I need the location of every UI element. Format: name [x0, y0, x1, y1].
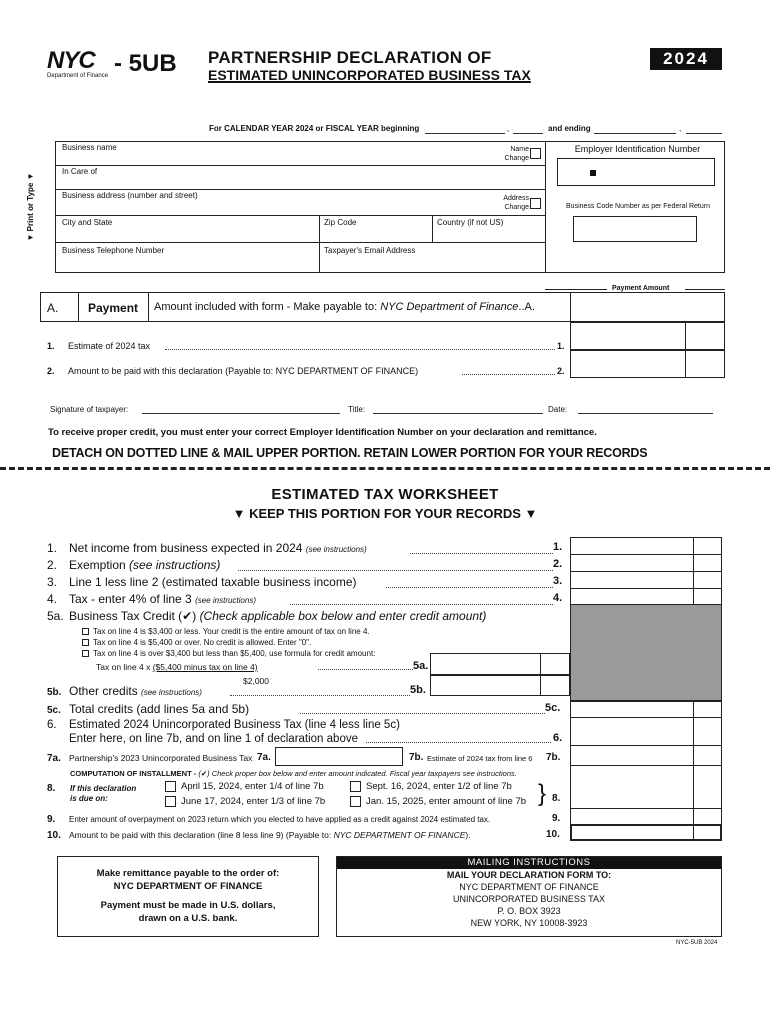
credit-formula [96, 662, 258, 672]
ws-line4 [47, 592, 256, 606]
line2-end: 2. [557, 366, 565, 376]
shaded-area [570, 604, 722, 701]
in-care-of-label: In Care of [62, 167, 98, 176]
address-change-label [495, 194, 529, 212]
fiscal-end-input[interactable] [594, 124, 676, 134]
bcn-input[interactable] [573, 216, 697, 242]
ws-line8-due-text: is due on: [70, 794, 108, 803]
computation-note: (✔) Check proper box below and enter amount indicated. Fiscal year taxpayers see instructions. [198, 769, 517, 778]
ws-line5c-end: 5c. [545, 702, 561, 714]
credit-option-1-checkbox[interactable] [82, 628, 89, 635]
installment-sept-checkbox[interactable] [350, 781, 361, 792]
ws-line10-text: Amount to be paid with this declaration (line 8 less line 9) (Payable to: [69, 830, 332, 840]
ein-label: Employer Identification Number [574, 144, 701, 154]
fiscal-begin-input[interactable] [425, 124, 505, 134]
name-change-l1: Name [510, 146, 529, 153]
detach-instructions: DETACH ON DOTTED LINE & MAIL UPPER PORTION. RETAIN LOWER PORTION FOR YOUR RECORDS [52, 446, 648, 460]
ws-line9-end: 9. [552, 813, 561, 824]
remittance-line2: NYC DEPARTMENT OF FINANCE [113, 881, 263, 892]
ws-line5c [47, 702, 249, 716]
down-arrow-icon: ▼ [232, 506, 246, 521]
credit-option-2-text: Tax on line 4 is $5,400 or over. No credit is allowed. Enter "0". [93, 638, 312, 647]
business-address-label: Business address (number and street) [62, 191, 198, 200]
ws-line5a-note: (Check applicable box below and enter credit amount) [199, 609, 487, 623]
logo-text: NYC [47, 47, 95, 74]
address-change-l1: Address [503, 195, 529, 202]
ws-line4-end: 4. [553, 592, 563, 604]
payment-payee: NYC Department of Finance [380, 301, 519, 313]
title-label: Title: [348, 405, 366, 414]
line1-num: 1. [47, 341, 55, 351]
line1-end: 1. [557, 341, 565, 351]
formula-denominator: $2,000 [243, 676, 269, 686]
form-title-line2: ESTIMATED UNINCORPORATED BUSINESS TAX [208, 67, 531, 83]
ws-line3-num: 3. [47, 575, 58, 589]
title-input[interactable] [373, 404, 543, 414]
computation-header [70, 769, 517, 778]
ein-dash [590, 170, 596, 176]
ein-notice: To receive proper credit, you must enter your correct Employer Identification Number on your declaration and remittance. [48, 427, 597, 438]
mailing-line3: UNINCORPORATED BUSINESS TAX [452, 894, 606, 904]
mailing-line1: MAIL YOUR DECLARATION FORM TO: [446, 870, 612, 880]
ws-line5a [47, 609, 486, 623]
installment-jan [350, 796, 526, 807]
form-title-line1: PARTNERSHIP DECLARATION OF [208, 48, 492, 67]
date-input[interactable] [578, 404, 713, 414]
payment-amount-header: Payment Amount [612, 285, 670, 292]
nyc-logo [47, 47, 117, 80]
ws-line10-end: 10. [546, 829, 560, 840]
payment-label: Payment [88, 301, 139, 315]
ws-line5b [47, 684, 202, 698]
mailing-instructions-box [336, 856, 722, 937]
remittance-line3: Payment must be made in U.S. dollars, [100, 900, 276, 911]
credit-option-1 [82, 627, 370, 636]
fiscal-begin-year-input[interactable] [513, 124, 543, 134]
installment-jan-text: Jan. 15, 2025, enter amount of line 7b [366, 796, 527, 808]
payment-amount-input[interactable] [570, 292, 725, 322]
ws-line9-text: Enter amount of overpayment on 2023 return which you elected to have applied as a credit against 2024 estimated tax. [69, 815, 491, 824]
mailing-header: MAILING INSTRUCTIONS [337, 857, 721, 869]
logo-sub: Department of Finance [47, 73, 109, 79]
installment-april-text: April 15, 2024, enter 1/4 of line 7b [181, 781, 324, 793]
city-state-label: City and State [62, 218, 113, 227]
footer-form-id: NYC-5UB 2024 [676, 940, 718, 946]
ws-line1-num: 1. [47, 541, 58, 555]
line5b-amount-input[interactable] [430, 675, 570, 696]
ws-line5b-num: 5b. [47, 687, 62, 698]
ws-line7a [47, 753, 252, 764]
ein-input[interactable] [557, 158, 715, 186]
ws-line5a-num: 5a. [47, 609, 64, 623]
ws-line7b-label: Estimate of 2024 tax from line 6 [427, 754, 533, 763]
ws-line7b-num: 7b. [409, 752, 424, 763]
ws-line5a-end: 5a. [413, 660, 429, 672]
worksheet-subtitle [0, 506, 770, 521]
ws-line10-payee: NYC DEPARTMENT OF FINANCE [333, 830, 466, 840]
phone-label: Business Telephone Number [62, 246, 165, 255]
ws-line5a-text: Business Tax Credit (✔) [69, 609, 197, 623]
period-comma1: , [507, 124, 510, 133]
line1-amount-input[interactable] [570, 322, 725, 350]
name-change-label [495, 145, 529, 163]
tax-year: 2024 [650, 48, 722, 70]
business-name-label: Business name [62, 143, 117, 152]
print-or-type-label: ▼ Print or Type ▼ [26, 172, 35, 242]
bracket-icon: } [538, 780, 547, 807]
line7a-amount-input[interactable] [275, 747, 403, 766]
ws-line1 [47, 541, 367, 555]
ws-line1-note: (see instructions) [305, 545, 367, 554]
ws-line2 [47, 558, 220, 572]
email-label: Taxpayer's Email Address [324, 246, 416, 255]
installment-april [165, 781, 324, 792]
installment-sept-text: Sept. 16, 2024, enter 1/2 of line 7b [366, 781, 512, 793]
payment-letter: A. [47, 301, 59, 315]
ws-line9 [47, 814, 490, 825]
ws-line7b-end: 7b. [546, 752, 561, 763]
worksheet-subtitle-text: KEEP THIS PORTION FOR YOUR RECORDS [249, 506, 521, 521]
period-comma2: , [679, 124, 682, 133]
mailing-line4: P. O. BOX 3923 [497, 906, 561, 916]
zip-label: Zip Code [324, 218, 357, 227]
ws-line4-text: Tax - enter 4% of line 3 [69, 592, 192, 606]
payment-suffix: ..A. [518, 301, 535, 313]
ws-line8-end: 8. [552, 793, 561, 804]
ws-line8-if-text: If this declaration [70, 784, 137, 793]
ws-line2-text: Exemption [69, 558, 126, 572]
signature-input[interactable] [142, 404, 340, 414]
mailing-line5: NEW YORK, NY 10008-3923 [470, 918, 588, 928]
computation-title: COMPUTATION OF INSTALLMENT - [70, 769, 197, 778]
line5a-amount-input[interactable] [430, 653, 570, 675]
ws-line3-end: 3. [553, 575, 563, 587]
ws-line5b-end: 5b. [410, 684, 426, 696]
credit-option-2-checkbox[interactable] [82, 639, 89, 646]
payment-text-main: Amount included with form - Make payable to: [154, 301, 378, 313]
ws-line10-num: 10. [47, 830, 61, 841]
bcn-label: Business Code Number as per Federal Return [566, 203, 710, 210]
line10-amount-input[interactable] [570, 824, 722, 841]
ws-line2-note: (see instructions) [129, 558, 221, 572]
detach-line [0, 467, 770, 470]
down-arrow-icon: ▼ [524, 506, 538, 521]
payment-text [154, 301, 535, 313]
remittance-line4: drawn on a U.S. bank. [138, 913, 238, 924]
ws-line10: 10. Amount to be paid with this declaration (line 8 less line 9) (Payable to: NYC DEPARTMENT OF FINANCE). [47, 830, 471, 841]
ws-line6-end: 6. [553, 732, 563, 744]
credit-option-3 [82, 649, 375, 658]
ws-line7a-num: 7a. [47, 753, 61, 764]
formula-numerator: ($5,400 minus tax on line 4) [152, 662, 258, 672]
ws-line5b-note: (see instructions) [141, 688, 202, 697]
ws-line3-text: Line 1 less line 2 (estimated taxable business income) [69, 575, 357, 589]
installment-june-text: June 17, 2024, enter 1/3 of line 7b [181, 796, 326, 808]
worksheet-title: ESTIMATED TAX WORKSHEET [271, 486, 499, 503]
ws-line8-num: 8. [47, 783, 56, 794]
ws-line6 [47, 718, 400, 746]
mailing-line2: NYC DEPARTMENT OF FINANCE [459, 882, 599, 892]
ws-line1-text: Net income from business expected in 2024 [69, 541, 303, 555]
line1-text: Estimate of 2024 tax [68, 341, 151, 351]
ws-line6-text2: Enter here, on line 7b, and on line 1 of declaration above [69, 733, 358, 745]
period-and-ending: and ending [548, 124, 591, 133]
ws-line4-note: (see instructions) [195, 596, 256, 605]
ws-line1-end: 1. [553, 541, 563, 553]
formula-prefix: Tax on line 4 x [96, 662, 151, 672]
credit-option-1-text: Tax on line 4 is $3,400 or less. Your credit is the entire amount of tax on line 4. [93, 627, 370, 636]
line2-amount-input[interactable] [570, 350, 725, 378]
form-code: - 5UB [114, 50, 177, 77]
remittance-box [57, 856, 319, 937]
ws-line7a-text: Partnership's 2023 Unincorporated Business Tax [69, 753, 253, 763]
name-change-l2: Change [504, 155, 529, 162]
installment-june [165, 796, 325, 807]
ws-line6-num: 6. [47, 719, 57, 731]
line2-num: 2. [47, 366, 55, 376]
country-label: Country (if not US) [437, 218, 504, 227]
fiscal-end-year-input[interactable] [686, 124, 722, 134]
installment-april-checkbox[interactable] [165, 781, 176, 792]
installment-june-checkbox[interactable] [165, 796, 176, 807]
credit-option-3-checkbox[interactable] [82, 650, 89, 657]
installment-sept [350, 781, 512, 792]
date-label: Date: [548, 405, 568, 414]
ws-line7a-end: 7a. [257, 752, 271, 763]
period-label: For CALENDAR YEAR 2024 or FISCAL YEAR beginning [209, 124, 420, 133]
address-change-checkbox[interactable] [530, 198, 541, 209]
ws-line4-num: 4. [47, 592, 58, 606]
ws-line3 [47, 575, 356, 589]
ws-line5c-text: Total credits (add lines 5a and 5b) [69, 702, 250, 716]
credit-option-2 [82, 638, 311, 647]
installment-jan-checkbox[interactable] [350, 796, 361, 807]
ws-line8-if [70, 784, 136, 804]
ws-line6-text: Estimated 2024 Unincorporated Business Tax (line 4 less line 5c) [69, 719, 400, 731]
ws-line2-num: 2. [47, 558, 58, 572]
ws-line5b-text: Other credits [69, 684, 138, 698]
remittance-line1: Make remittance payable to the order of: [96, 868, 280, 879]
signature-label: Signature of taxpayer: [50, 405, 129, 414]
address-change-l2: Change [504, 204, 529, 211]
name-change-checkbox[interactable] [530, 148, 541, 159]
print-or-type-text: Print or Type [26, 182, 35, 232]
ws-line2-end: 2. [553, 558, 563, 570]
ws-line5c-num: 5c. [47, 705, 61, 716]
credit-option-3-text: Tax on line 4 is over $3,400 but less than $5,400, use formula for credit amount: [93, 649, 376, 658]
line2-text: Amount to be paid with this declaration (Payable to: NYC DEPARTMENT OF FINANCE) [68, 366, 419, 376]
ws-line9-num: 9. [47, 814, 56, 825]
